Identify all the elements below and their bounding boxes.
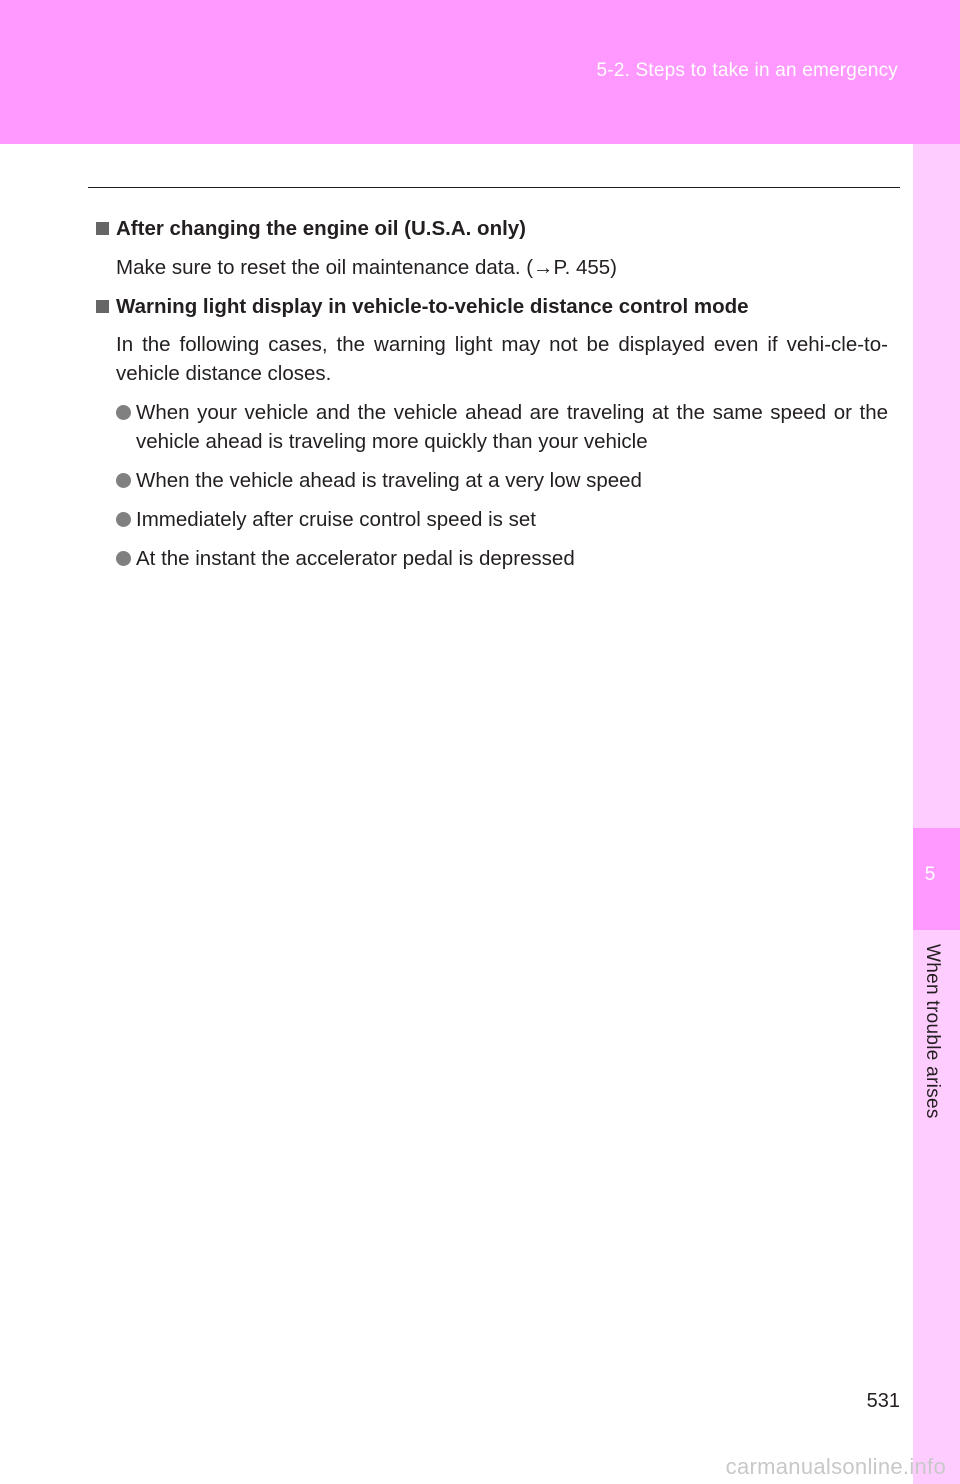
circle-bullet-icon <box>116 512 131 527</box>
section-title: 5-2. Steps to take in an emergency <box>596 60 898 81</box>
list-item-text: At the instant the accelerator pedal is depressed <box>136 547 575 570</box>
list-item <box>116 505 888 534</box>
list-item-text: Immediately after cruise control speed is set <box>136 508 536 531</box>
chapter-side-tab <box>913 144 960 1484</box>
section-heading-text: After changing the engine oil (U.S.A. only) <box>116 217 527 240</box>
section-heading-warning-light <box>96 292 888 322</box>
section-heading-oil <box>96 214 888 244</box>
section-heading-text: Warning light display in vehicle-to-vehicle distance control mode <box>116 295 749 318</box>
circle-bullet-icon <box>116 551 131 566</box>
condition-list <box>96 398 888 573</box>
watermark: carmanualsonline.info <box>725 1454 946 1479</box>
page-content <box>96 214 888 583</box>
chapter-number: 5 <box>924 864 936 885</box>
section-body-warning-light: In the following cases, the warning light may not be displayed even if vehi-cle-to-vehicle distance closes. <box>116 333 888 385</box>
list-item-text: When the vehicle ahead is traveling at a very low speed <box>136 469 642 492</box>
circle-bullet-icon <box>116 473 131 488</box>
circle-bullet-icon <box>116 405 131 420</box>
chapter-label: When trouble arises <box>922 944 943 1119</box>
list-item <box>116 398 888 456</box>
section-body-oil: Make sure to reset the oil maintenance data. (→P. 455) <box>116 256 618 279</box>
square-bullet-icon <box>96 300 109 313</box>
list-item <box>116 544 888 573</box>
section-divider <box>88 187 900 188</box>
list-item-text: When your vehicle and the vehicle ahead are traveling at the same speed or the vehicle ahead is traveling more quickly than your vehicle <box>136 401 888 453</box>
list-item <box>116 466 888 495</box>
page-number: 531 <box>866 1390 900 1412</box>
square-bullet-icon <box>96 222 109 235</box>
